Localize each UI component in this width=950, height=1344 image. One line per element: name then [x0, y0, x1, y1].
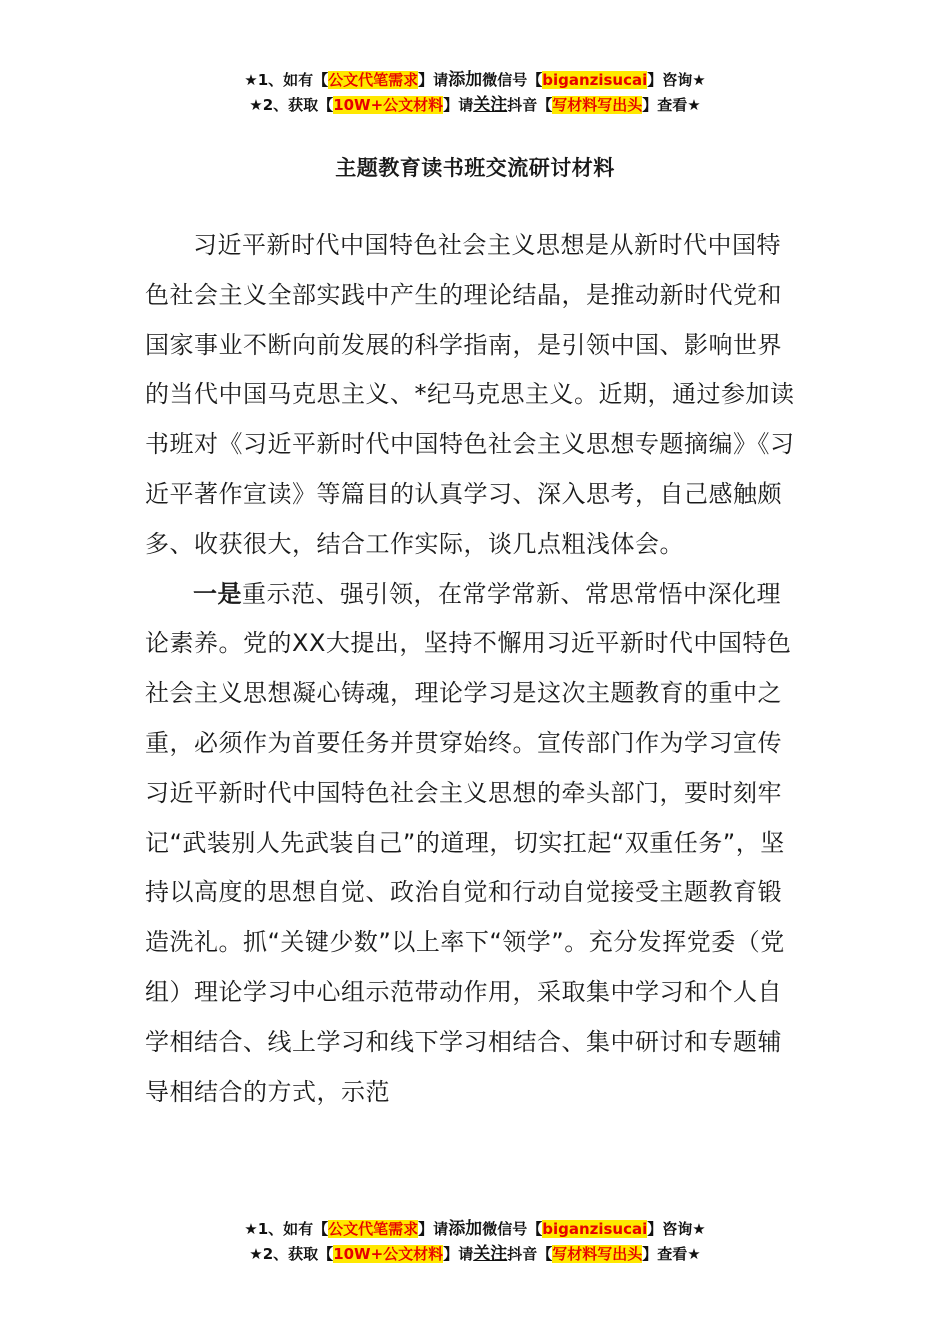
ad-text: 】查看★ — [642, 1245, 701, 1263]
ad-emphasis: 添加 — [448, 70, 483, 90]
ad-text: ★1、如有【 — [244, 71, 329, 89]
ad-emphasis: 添加 — [448, 1219, 483, 1239]
ad-text: 】请 — [418, 71, 449, 89]
header-ad-line-2 — [0, 93, 950, 118]
ad-highlight: 10W+公文材料 — [333, 1245, 444, 1263]
document-title: 主题教育读书班交流研讨材料 — [335, 156, 615, 180]
paragraph-intro: 习近平新时代中国特色社会主义思想是从新时代中国特色社会主义全部实践中产生的理论结晶，是推动新时代党和国家事业不断向前发展的科学指南，是引领中国、影响世界的当代中国马克思主义、*纪马克思主义。近期，通过参加读书班对《习近平新时代中国特色社会主义思想专题摘编》《习近平著作宣读》等篇目的认真学习、深入思考，自己感触颇多、收获很大，结合工作实际，谈几点粗浅体会。 — [145, 231, 795, 558]
paragraph-point-one — [145, 570, 805, 1118]
ad-highlight: 10W+公文材料 — [333, 96, 444, 114]
document-body — [145, 221, 805, 1117]
ad-text: 】查看★ — [642, 96, 701, 114]
footer-ad — [0, 1217, 950, 1267]
ad-text: 】请 — [443, 96, 474, 114]
header-ad-line-1 — [0, 68, 950, 93]
ad-highlight: biganzisucai — [542, 71, 648, 89]
ad-text: ★1、如有【 — [244, 1220, 329, 1238]
ad-highlight: 写材料写出头 — [552, 96, 643, 114]
footer-ad-line-1 — [0, 1217, 950, 1242]
ad-text: ★2、获取【 — [249, 96, 334, 114]
ad-text: 微信号【 — [482, 71, 543, 89]
paragraph-text: 重示范、强引领，在常学常新、常思常悟中深化理论素养。党的XX大提出，坚持不懈用习近平新时代中国特色社会主义思想凝心铸魂，理论学习是这次主题教育的重中之重，必须作为首要任务并贯穿始终。宣传部门作为学习宣传习近平新时代中国特色社会主义思想的牵头部门，要时刻牢记“武装别人先武装自己”的道理，切实扛起“双重任务”，坚持以高度的思想自觉、政治自觉和行动自觉接受主题教育锻造洗礼。抓“关键少数”以上率下“领学”。充分发挥党委（党组）理论学习中心组示范带动作用，采取集中学习和个人自学相结合、线上学习和线下学习相结合、集中研讨和专题辅导相结合的方式，示范 — [145, 579, 792, 1106]
header-ad — [0, 68, 950, 118]
paragraph-lead: 一是 — [193, 579, 242, 608]
ad-highlight: 写材料写出头 — [552, 1245, 643, 1263]
ad-text: 抖音【 — [507, 96, 553, 114]
ad-highlight: biganzisucai — [542, 1220, 648, 1238]
ad-text: 】咨询★ — [647, 71, 706, 89]
ad-text: 】请 — [418, 1220, 449, 1238]
ad-text: 微信号【 — [482, 1220, 543, 1238]
ad-emphasis: 关注 — [473, 1244, 508, 1264]
ad-text: 】请 — [443, 1245, 474, 1263]
footer-ad-line-2 — [0, 1242, 950, 1267]
ad-text: ★2、获取【 — [249, 1245, 334, 1263]
ad-text: 】咨询★ — [647, 1220, 706, 1238]
ad-text: 抖音【 — [507, 1245, 553, 1263]
ad-highlight: 公文代笔需求 — [328, 71, 419, 89]
ad-emphasis: 关注 — [473, 95, 508, 115]
ad-highlight: 公文代笔需求 — [328, 1220, 419, 1238]
